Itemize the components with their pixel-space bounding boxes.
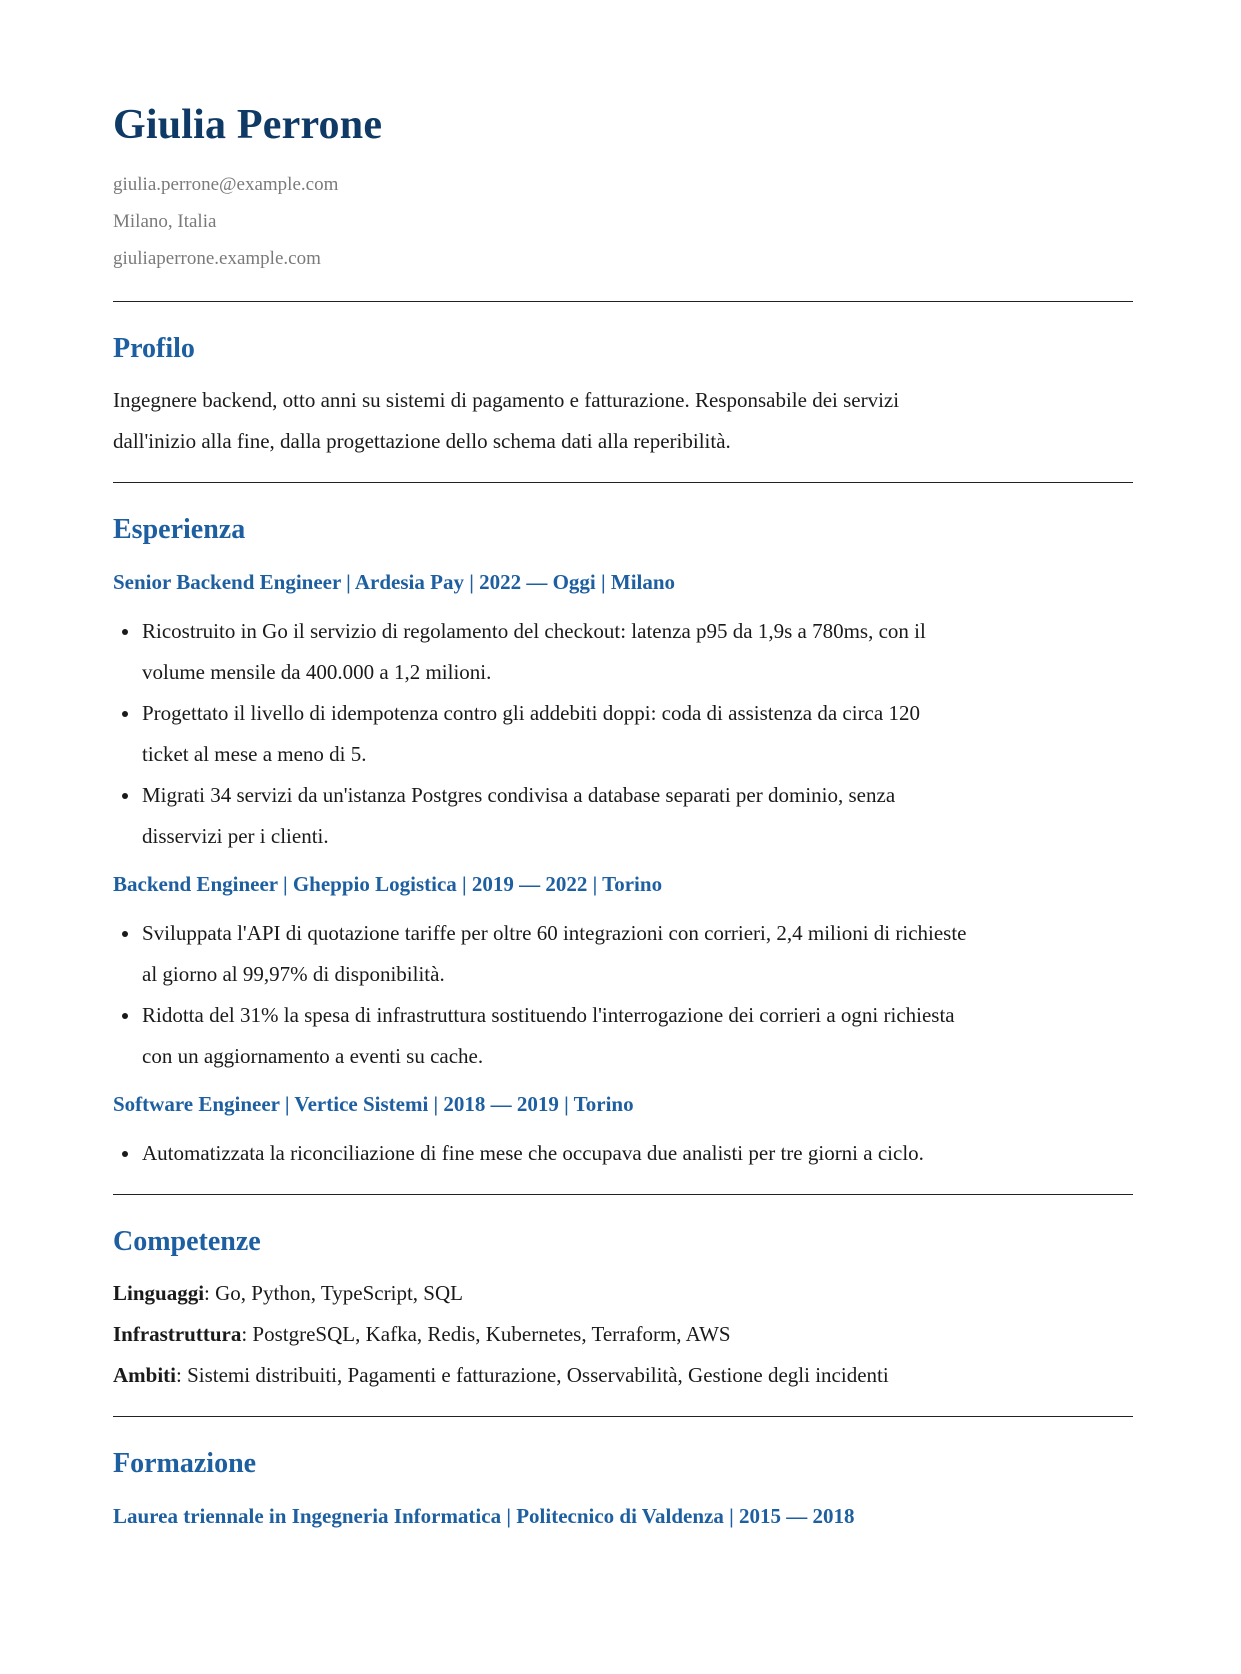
bullet-line: Sviluppata l'API di quotazione tariffe per oltre 60 integrazioni con corrieri, 2,4 milioni di richieste — [142, 921, 967, 945]
bullet-item — [113, 913, 1133, 995]
profile-heading: Profilo — [113, 333, 195, 364]
skill-label: Ambiti — [113, 1363, 176, 1387]
profile-line: Ingegnere backend, otto anni su sistemi di pagamento e fatturazione. Responsabile dei servizi — [113, 388, 900, 412]
contact-location: Milano, Italia — [113, 211, 217, 232]
skills-heading: Competenze — [113, 1226, 261, 1257]
skill-values: : Sistemi distribuiti, Pagamenti e fatturazione, Osservabilità, Gestione degli incidenti — [176, 1363, 889, 1387]
profile-section — [113, 335, 1133, 462]
section-divider — [113, 482, 1133, 483]
bullet-line: Progettato il livello di idempotenza contro gli addebiti doppi: coda di assistenza da circa 120 — [142, 701, 920, 725]
section-divider — [113, 1194, 1133, 1195]
education-heading: Formazione — [113, 1448, 257, 1479]
job-bullets — [113, 913, 1133, 1077]
bullet-line: Ridotta del 31% la spesa di infrastruttura sostituendo l'interrogazione dei corrieri a ogni richiesta — [142, 1003, 955, 1027]
bullet-line: Automatizzata la riconciliazione di fine mese che occupava due analisti per tre giorni a ciclo. — [142, 1141, 924, 1165]
bullet-item — [113, 693, 1133, 775]
skills-list — [113, 1273, 1133, 1396]
skills-section — [113, 1228, 1133, 1396]
bullet-line: ticket al mese a meno di 5. — [142, 742, 367, 766]
job-heading: Senior Backend Engineer | Ardesia Pay | 2022 — Oggi | Milano — [113, 570, 676, 594]
bullet-item — [113, 611, 1133, 693]
experience-section — [113, 516, 1133, 1174]
education-section — [113, 1450, 1133, 1527]
bullet-line: Ricostruito in Go il servizio di regolamento del checkout: latenza p95 da 1,9s a 780ms, con il — [142, 619, 926, 643]
job-bullets — [113, 1133, 1133, 1174]
skill-label: Linguaggi — [113, 1281, 205, 1305]
bullet-line: Migrati 34 servizi da un'istanza Postgres condivisa a database separati per dominio, senza — [142, 783, 896, 807]
skill-values: : Go, Python, TypeScript, SQL — [204, 1281, 463, 1305]
bullet-line: volume mensile da 400.000 a 1,2 milioni. — [142, 660, 492, 684]
bullet-line: disservizi per i clienti. — [142, 824, 329, 848]
job-heading: Backend Engineer | Gheppio Logistica | 2019 — 2022 | Torino — [113, 872, 663, 896]
bullet-item — [113, 1133, 1133, 1174]
degree-heading: Laurea triennale in Ingegneria Informatica | Politecnico di Valdenza | 2015 — 2018 — [113, 1504, 855, 1528]
profile-summary — [113, 380, 1133, 462]
job-entry — [113, 572, 1133, 857]
section-divider — [113, 301, 1133, 302]
skill-label: Infrastruttura — [113, 1322, 242, 1346]
contact-email: giulia.perrone@example.com — [113, 174, 339, 195]
job-entry — [113, 874, 1133, 1077]
skill-row — [113, 1314, 1133, 1355]
experience-heading: Esperienza — [113, 514, 246, 545]
bullet-line: al giorno al 99,97% di disponibilità. — [142, 962, 445, 986]
job-bullets — [113, 611, 1133, 857]
bullet-item — [113, 995, 1133, 1077]
skill-row — [113, 1273, 1133, 1314]
bullet-item — [113, 775, 1133, 857]
job-entry — [113, 1094, 1133, 1174]
section-divider — [113, 1416, 1133, 1417]
skill-row — [113, 1355, 1133, 1396]
resume-page — [113, 92, 1133, 1527]
contact-website: giuliaperrone.example.com — [113, 248, 321, 269]
skill-values: : PostgreSQL, Kafka, Redis, Kubernetes, Terraform, AWS — [241, 1322, 731, 1346]
candidate-name: Giulia Perrone — [113, 102, 383, 148]
profile-line: dall'inizio alla fine, dalla progettazione dello schema dati alla reperibilità. — [113, 429, 731, 453]
bullet-line: con un aggiornamento a eventi su cache. — [142, 1044, 484, 1068]
job-heading: Software Engineer | Vertice Sistemi | 2018 — 2019 | Torino — [113, 1092, 634, 1116]
